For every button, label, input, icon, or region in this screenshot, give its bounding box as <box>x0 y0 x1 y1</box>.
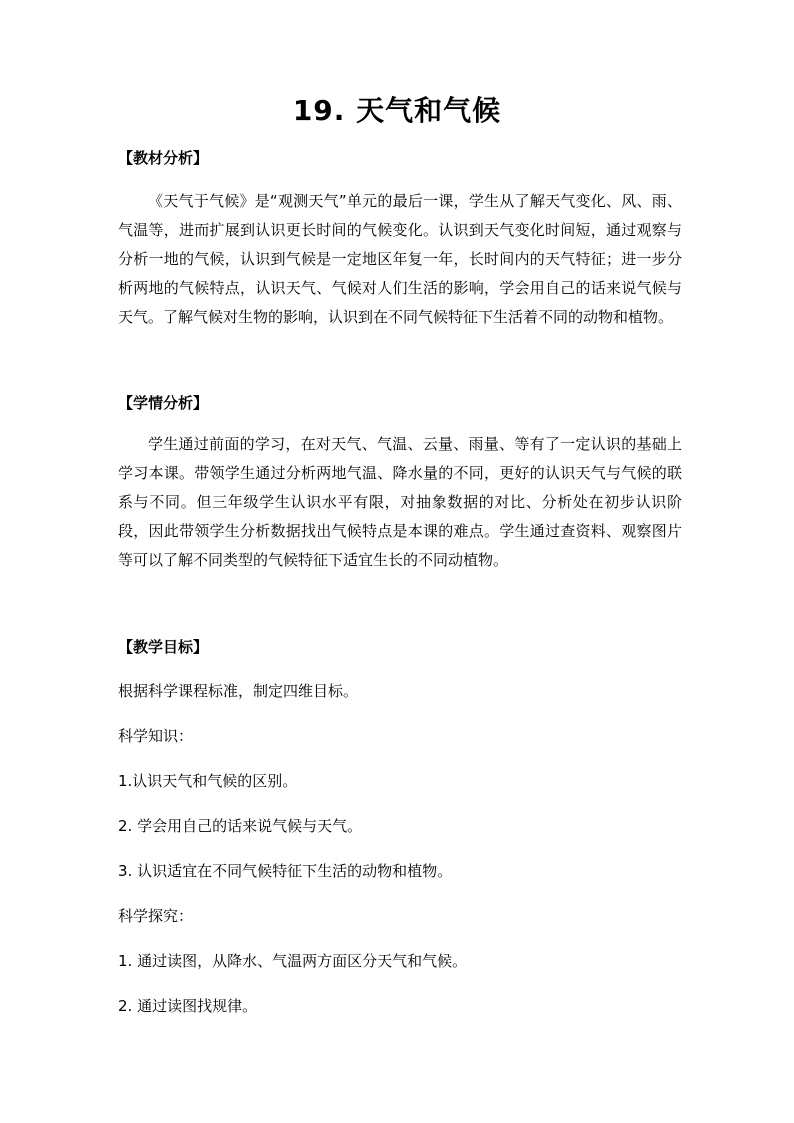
heading-textbook-analysis: 【教材分析】 <box>118 149 209 167</box>
knowledge-item-3: 3. 认识适宜在不同气候特征下生活的动物和植物。 <box>118 862 453 880</box>
inquiry-item-1: 1. 通过读图，从降水、气温两方面区分天气和气候。 <box>118 952 468 970</box>
page-title: 19. 天气和气候 <box>292 94 502 127</box>
knowledge-label: 科学知识： <box>118 727 194 745</box>
heading-student-analysis: 【学情分析】 <box>118 394 209 412</box>
heading-teaching-goals: 【教学目标】 <box>118 638 209 656</box>
knowledge-item-2: 2. 学会用自己的话来说气候与天气。 <box>118 817 363 835</box>
knowledge-item-1: 1.认识天气和气候的区别。 <box>118 772 298 790</box>
goals-intro: 根据科学课程标准，制定四维目标。 <box>118 682 359 700</box>
paragraph-textbook-analysis: 《天气于气候》是“观测天气”单元的最后一课，学生从了解天气变化、风、雨、气温等，进而扩展到认识更长时间的气候变化。认识到天气变化时间短，通过观察与分析一地的气候，认识到气候是一定地区年复一年，长时间内的天气特征；进一步分析两地的气候特点，认识天气、气候对人们生活的影响，学会用自己的话来说气候与天气。了解气候对生物的影响，认识到在不同气候特征下生活着不同的动物和植物。 <box>118 192 682 326</box>
inquiry-item-2: 2. 通过读图找规律。 <box>118 997 258 1015</box>
inquiry-label: 科学探究： <box>118 907 194 925</box>
paragraph-student-analysis: 学生通过前面的学习，在对天气、气温、云量、雨量、等有了一定认识的基础上学习本课。带领学生通过分析两地气温、降水量的不同，更好的认识天气与气候的联系与不同。但三年级学生认识水平有限，对抽象数据的对比、分析处在初步认识阶段，因此带领学生分析数据找出气候特点是本课的难点。学生通过查资料、观察图片等可以了解不同类型的气候特征下适宜生长的不同动植物。 <box>118 435 682 569</box>
